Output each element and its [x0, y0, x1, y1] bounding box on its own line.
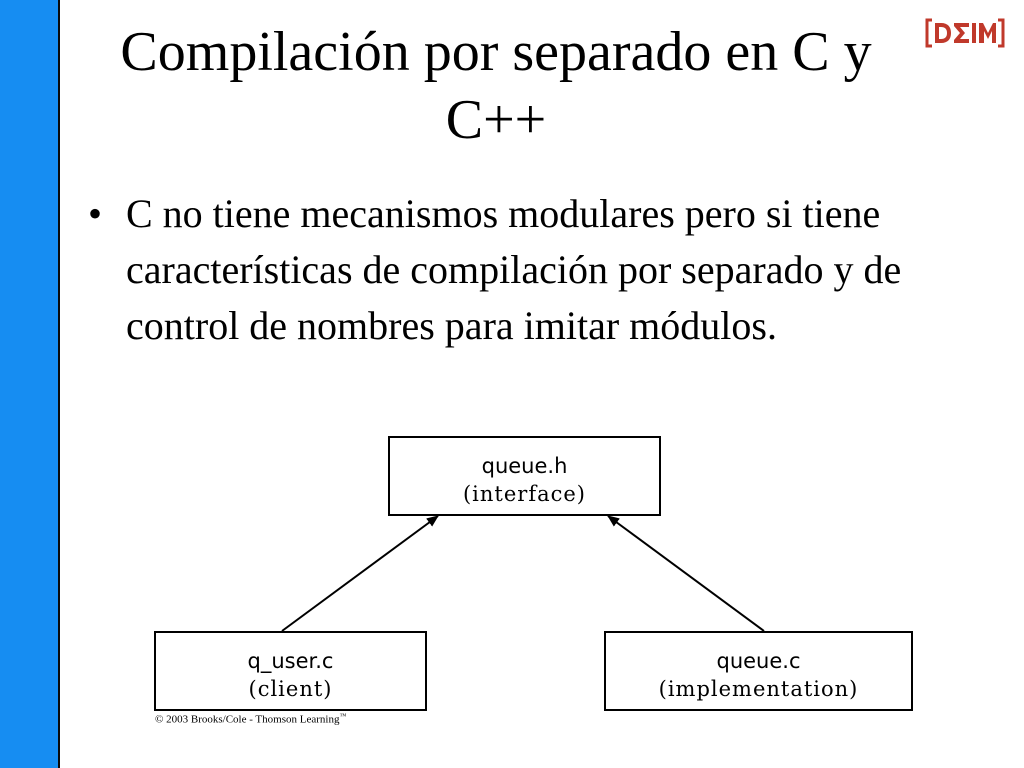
interface-role: (interface) — [462, 482, 586, 506]
arrow-implementation-to-interface — [608, 516, 764, 631]
client-role: (client) — [248, 677, 333, 701]
implementation-name: queue.c — [716, 649, 801, 673]
logo-text: [D∑IM] — [924, 6, 928, 7]
bullet-item — [88, 186, 908, 354]
implementation-role: (implementation) — [658, 677, 859, 701]
interface-box — [388, 436, 661, 516]
trademark-mark: ™ — [339, 712, 347, 720]
module-diagram — [140, 425, 930, 735]
implementation-box — [604, 631, 913, 711]
slide-title: Compilación por separado en C y C++ — [120, 21, 872, 151]
client-box — [154, 631, 427, 711]
client-name: q_user.c — [247, 649, 334, 673]
arrow-client-to-interface — [282, 516, 438, 631]
dsim-logo — [924, 6, 1006, 50]
copyright-notice — [155, 712, 346, 726]
bullet-text: C no tiene mecanismos modulares pero si tiene características de compilación por separado y de control de nombres para imitar módulos. — [126, 191, 902, 348]
bullet-glyph: • — [88, 191, 103, 236]
interface-name: queue.h — [481, 454, 568, 478]
copyright-text: © 2003 Brooks/Cole - Thomson Learning — [155, 713, 340, 726]
bullet-list — [88, 186, 908, 354]
left-accent-bar — [0, 0, 60, 768]
